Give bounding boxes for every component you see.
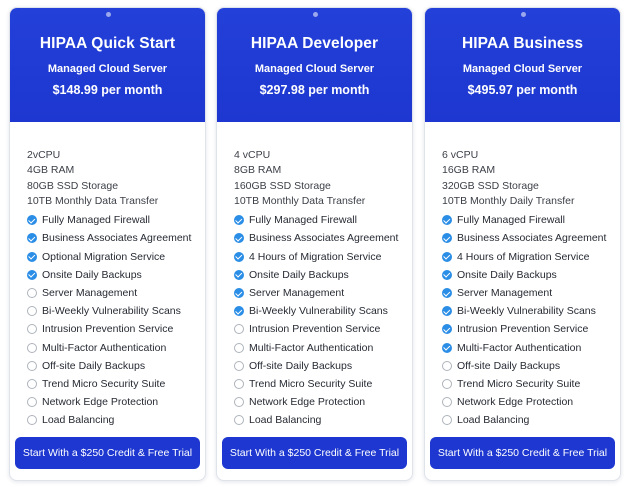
header-dot-decoration xyxy=(313,12,318,17)
feature-label: Optional Migration Service xyxy=(42,250,166,263)
feature-item xyxy=(442,229,620,247)
spec-line: 80GB SSD Storage xyxy=(27,179,119,192)
plan-subtitle: Managed Cloud Server xyxy=(47,63,168,75)
feature-label: Fully Managed Firewall xyxy=(249,214,357,227)
spec-line: 4 vCPU xyxy=(234,149,271,161)
feature-label: Server Management xyxy=(249,287,345,300)
feature-item xyxy=(442,357,620,375)
feature-list xyxy=(425,211,620,429)
feature-label: Fully Managed Firewall xyxy=(457,214,565,227)
feature-item xyxy=(27,266,205,284)
spec-list xyxy=(10,122,205,209)
feature-item xyxy=(27,375,205,393)
feature-item xyxy=(27,339,205,357)
check-circle-icon xyxy=(27,215,37,225)
empty-circle-icon xyxy=(442,397,452,407)
feature-item xyxy=(27,357,205,375)
start-trial-button[interactable]: Start With a $250 Credit & Free Trial xyxy=(222,437,407,469)
feature-item xyxy=(234,284,412,302)
feature-item xyxy=(234,375,412,393)
empty-circle-icon xyxy=(27,343,37,353)
pricing-card-business xyxy=(424,7,621,481)
empty-circle-icon xyxy=(27,361,37,371)
feature-item xyxy=(442,248,620,266)
feature-item xyxy=(442,302,620,320)
plan-subtitle: Managed Cloud Server xyxy=(254,63,375,75)
plan-title: HIPAA Business xyxy=(461,35,584,52)
check-circle-icon xyxy=(27,270,37,280)
feature-item xyxy=(234,248,412,266)
check-circle-icon xyxy=(234,306,244,316)
check-circle-icon xyxy=(234,270,244,280)
check-circle-icon xyxy=(442,306,452,316)
check-circle-icon xyxy=(234,288,244,298)
feature-item xyxy=(27,248,205,266)
spec-line: 8GB RAM xyxy=(234,164,282,177)
spec-line: 160GB SSD Storage xyxy=(234,179,331,192)
spec-list xyxy=(217,122,412,209)
check-circle-icon xyxy=(442,252,452,262)
spec-list xyxy=(425,122,620,209)
feature-label: Trend Micro Security Suite xyxy=(457,377,581,390)
feature-label: Off-site Daily Backups xyxy=(42,359,146,372)
spec-line: 10TB Monthly Data Transfer xyxy=(234,194,366,207)
header-dot-decoration xyxy=(521,12,526,17)
plan-price: $495.97 per month xyxy=(467,83,578,97)
spec-line: 10TB Monthly Daily Transfer xyxy=(442,194,575,207)
feature-item xyxy=(442,411,620,429)
feature-item xyxy=(234,393,412,411)
card-header xyxy=(425,8,620,122)
check-circle-icon xyxy=(442,233,452,243)
feature-item xyxy=(234,320,412,338)
feature-label: Server Management xyxy=(457,287,553,300)
feature-label: 4 Hours of Migration Service xyxy=(457,250,590,263)
check-circle-icon xyxy=(442,270,452,280)
empty-circle-icon xyxy=(27,397,37,407)
start-trial-button[interactable]: Start With a $250 Credit & Free Trial xyxy=(15,437,200,469)
check-circle-icon xyxy=(234,215,244,225)
card-header xyxy=(217,8,412,122)
feature-item xyxy=(442,339,620,357)
feature-list xyxy=(217,211,412,429)
empty-circle-icon xyxy=(234,361,244,371)
feature-item xyxy=(442,211,620,229)
feature-label: Load Balancing xyxy=(42,414,115,427)
plan-title: HIPAA Developer xyxy=(250,35,379,52)
feature-label: 4 Hours of Migration Service xyxy=(249,250,382,263)
spec-line: 10TB Monthly Data Transfer xyxy=(27,194,159,207)
feature-item xyxy=(234,229,412,247)
feature-label: Network Edge Protection xyxy=(457,396,574,409)
check-circle-icon xyxy=(442,343,452,353)
feature-label: Intrusion Prevention Service xyxy=(457,323,589,336)
feature-item xyxy=(234,266,412,284)
feature-label: Off-site Daily Backups xyxy=(457,359,561,372)
empty-circle-icon xyxy=(27,379,37,389)
feature-item xyxy=(234,339,412,357)
check-circle-icon xyxy=(442,215,452,225)
check-circle-icon xyxy=(442,324,452,334)
feature-label: Network Edge Protection xyxy=(249,396,366,409)
spec-line: 6 vCPU xyxy=(442,149,479,161)
feature-label: Intrusion Prevention Service xyxy=(42,323,174,336)
feature-label: Onsite Daily Backups xyxy=(457,268,557,281)
spec-line: 16GB RAM xyxy=(442,164,496,177)
feature-label: Server Management xyxy=(42,287,138,300)
feature-label: Multi-Factor Authentication xyxy=(249,341,374,354)
plan-price: $148.99 per month xyxy=(52,83,163,97)
spec-line: 2vCPU xyxy=(27,149,61,161)
card-header xyxy=(10,8,205,122)
feature-label: Business Associates Agreement xyxy=(249,232,399,245)
feature-item xyxy=(27,302,205,320)
pricing-card-developer xyxy=(216,7,413,481)
feature-item xyxy=(234,211,412,229)
feature-label: Multi-Factor Authentication xyxy=(457,341,582,354)
feature-label: Fully Managed Firewall xyxy=(42,214,150,227)
empty-circle-icon xyxy=(442,361,452,371)
feature-label: Load Balancing xyxy=(457,414,530,427)
empty-circle-icon xyxy=(27,324,37,334)
header-dot-decoration xyxy=(106,12,111,17)
feature-item xyxy=(27,320,205,338)
feature-item xyxy=(442,320,620,338)
feature-list xyxy=(10,211,205,429)
feature-item xyxy=(442,393,620,411)
start-trial-button[interactable]: Start With a $250 Credit & Free Trial xyxy=(430,437,615,469)
check-circle-icon xyxy=(27,233,37,243)
feature-item xyxy=(442,375,620,393)
empty-circle-icon xyxy=(442,415,452,425)
empty-circle-icon xyxy=(27,415,37,425)
feature-item xyxy=(234,302,412,320)
check-circle-icon xyxy=(234,252,244,262)
check-circle-icon xyxy=(234,233,244,243)
empty-circle-icon xyxy=(27,306,37,316)
feature-item xyxy=(27,229,205,247)
empty-circle-icon xyxy=(234,324,244,334)
feature-item xyxy=(442,284,620,302)
plan-title: HIPAA Quick Start xyxy=(39,35,176,52)
check-circle-icon xyxy=(442,288,452,298)
feature-label: Business Associates Agreement xyxy=(42,232,192,245)
feature-label: Onsite Daily Backups xyxy=(249,268,349,281)
feature-item xyxy=(234,411,412,429)
feature-label: Bi-Weekly Vulnerability Scans xyxy=(42,305,181,318)
empty-circle-icon xyxy=(234,379,244,389)
empty-circle-icon xyxy=(27,288,37,298)
feature-label: Network Edge Protection xyxy=(42,396,159,409)
feature-label: Bi-Weekly Vulnerability Scans xyxy=(249,305,388,318)
spec-line: 4GB RAM xyxy=(27,164,75,177)
empty-circle-icon xyxy=(234,343,244,353)
feature-label: Onsite Daily Backups xyxy=(42,268,142,281)
feature-label: Trend Micro Security Suite xyxy=(249,377,373,390)
empty-circle-icon xyxy=(234,415,244,425)
feature-item xyxy=(27,411,205,429)
feature-label: Intrusion Prevention Service xyxy=(249,323,381,336)
feature-item xyxy=(27,211,205,229)
feature-label: Off-site Daily Backups xyxy=(249,359,353,372)
feature-item xyxy=(442,266,620,284)
empty-circle-icon xyxy=(442,379,452,389)
plan-subtitle: Managed Cloud Server xyxy=(462,63,583,75)
feature-label: Trend Micro Security Suite xyxy=(42,377,166,390)
check-circle-icon xyxy=(27,252,37,262)
pricing-card-quick-start xyxy=(9,7,206,481)
feature-label: Business Associates Agreement xyxy=(457,232,607,245)
feature-label: Bi-Weekly Vulnerability Scans xyxy=(457,305,596,318)
plan-price: $297.98 per month xyxy=(259,83,370,97)
feature-label: Multi-Factor Authentication xyxy=(42,341,167,354)
feature-label: Load Balancing xyxy=(249,414,322,427)
feature-item xyxy=(234,357,412,375)
feature-item xyxy=(27,393,205,411)
feature-item xyxy=(27,284,205,302)
spec-line: 320GB SSD Storage xyxy=(442,179,539,192)
empty-circle-icon xyxy=(234,397,244,407)
